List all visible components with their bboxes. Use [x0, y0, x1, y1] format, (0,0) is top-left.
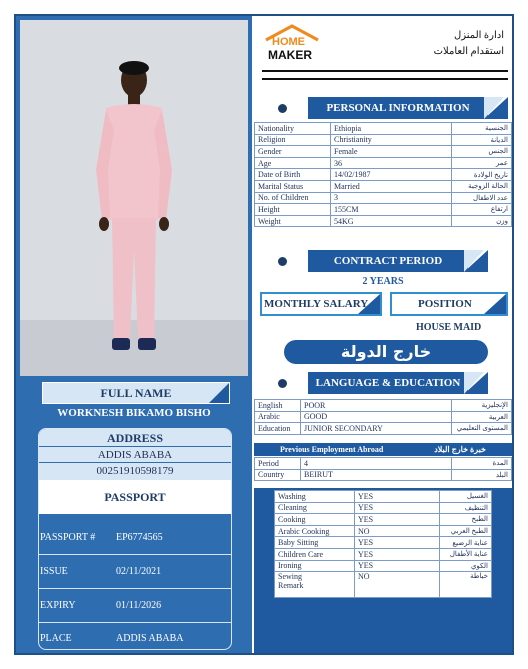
logo-maker: MAKER [268, 48, 312, 62]
passport-row [38, 589, 232, 623]
row-label-ar: الحالة الزوجية [452, 180, 512, 192]
corner-triangle-icon [464, 250, 488, 272]
position-box [390, 292, 508, 316]
remark-label: Remark [278, 581, 304, 591]
header-rule [262, 70, 508, 80]
previous-table [254, 457, 512, 481]
row-label-ar: عناية الأطفال [440, 548, 492, 560]
bullet-icon [278, 379, 287, 388]
row-label: English [255, 400, 301, 412]
row-label: Arabic [255, 411, 301, 423]
row-label: Education [255, 423, 301, 435]
row-value: BEIRUT [301, 469, 452, 481]
row-label: Height [255, 204, 331, 216]
row-label: Country [255, 469, 301, 481]
table-row [275, 491, 492, 503]
language-heading [254, 372, 512, 394]
row-label-ar: ارتفاع [452, 204, 512, 216]
previous-heading-ar: خبرة خارج البلاد [434, 445, 486, 454]
contract-value: 2 YEARS [362, 276, 404, 287]
table-row [255, 123, 512, 135]
row-label-ar: خياطة [440, 572, 492, 598]
row-label-ar: الغسيل [440, 491, 492, 503]
row-label: Marital Status [255, 180, 331, 192]
row-value: 4 [301, 458, 452, 470]
passport-row-value: ADDIS ABABA [116, 633, 184, 644]
corner-triangle-icon [464, 372, 488, 394]
row-value: YES [355, 548, 440, 560]
row-label-ar: وزن [452, 215, 512, 227]
personal-heading-label: PERSONAL INFORMATION [308, 97, 488, 119]
row-label-ar: الطبخ [440, 514, 492, 526]
row-value: Female [331, 146, 452, 158]
skills-table [274, 490, 492, 598]
row-label: Washing [275, 491, 355, 503]
row-label-ar: الديانة [452, 134, 512, 146]
row-value: YES [355, 491, 440, 503]
row-label-ar: عمر [452, 157, 512, 169]
table-row [255, 469, 512, 481]
passport-row-label: ISSUE [40, 566, 68, 577]
row-label-ar: الطبخ العربي [440, 525, 492, 537]
table-row [255, 423, 512, 435]
row-label-ar: الجنس [452, 146, 512, 158]
row-value: Christianity [331, 134, 452, 146]
row-label: Ironing [275, 560, 355, 572]
row-value: 3 [331, 192, 452, 204]
row-value: JUNIOR SECONDARY [301, 423, 452, 435]
row-label: Age [255, 157, 331, 169]
cv-frame [14, 14, 514, 655]
row-label-ar: تاريخ الولادة [452, 169, 512, 181]
passport-row-value: EP6774565 [116, 532, 163, 543]
salary-label: MONTHLY SALARY [264, 298, 369, 310]
row-label-ar: الجنسية [452, 123, 512, 135]
row-label-cell [275, 572, 355, 598]
row-label-ar: المستوى التعليمي [452, 423, 512, 435]
salary-box [260, 292, 382, 316]
position-value: HOUSE MAID [416, 322, 482, 333]
row-label: Weight [255, 215, 331, 227]
row-value: Married [331, 180, 452, 192]
left-column [16, 16, 252, 653]
row-label: Period [255, 458, 301, 470]
contract-heading-label: CONTRACT PERIOD [308, 250, 468, 272]
table-row [275, 514, 492, 526]
table-row [255, 204, 512, 216]
passport-label: PASSPORT [39, 480, 231, 514]
table-row [255, 134, 512, 146]
row-value: 155CM [331, 204, 452, 216]
person-illustration [20, 20, 248, 376]
row-value: GOOD [301, 411, 452, 423]
bullet-icon [278, 257, 287, 266]
row-label: Arabic Cooking [275, 525, 355, 537]
row-label-ar: الكوي [440, 560, 492, 572]
passport-row [38, 521, 232, 555]
contract-heading [254, 250, 512, 272]
table-row [255, 215, 512, 227]
row-label-ar: المدة [452, 458, 512, 470]
row-value: 14/02/1987 [331, 169, 452, 181]
row-value: NO [355, 525, 440, 537]
table-row [255, 400, 512, 412]
table-row [275, 560, 492, 572]
logo-header [254, 16, 512, 90]
full-name-label: FULL NAME [100, 386, 172, 400]
table-row [255, 169, 512, 181]
previous-heading-label: Previous Employment Abroad [280, 445, 384, 454]
passport-rows [38, 521, 232, 655]
passport-row [38, 555, 232, 589]
row-label: Religion [255, 134, 331, 146]
passport-row-label: PASSPORT # [40, 532, 96, 543]
candidate-photo [20, 20, 248, 376]
row-label: Baby Sitting [275, 537, 355, 549]
row-label: Cleaning [275, 502, 355, 514]
row-value: POOR [301, 400, 452, 412]
language-heading-label: LANGUAGE & EDUCATION [308, 372, 468, 394]
table-row [275, 537, 492, 549]
previous-heading [254, 443, 512, 456]
address-label: ADDRESS [39, 429, 231, 447]
corner-triangle-icon [358, 294, 380, 314]
row-label-ar: العربية [452, 411, 512, 423]
row-value: YES [355, 514, 440, 526]
table-row [255, 458, 512, 470]
row-label: Gender [255, 146, 331, 158]
logo [262, 24, 322, 64]
language-table [254, 399, 512, 435]
passport-row-value: 02/11/2021 [116, 566, 162, 577]
personal-heading [254, 97, 512, 119]
personal-table [254, 122, 512, 227]
abroad-banner: خارج الدولة [284, 340, 488, 364]
full-name-label-box [42, 382, 230, 404]
row-label: Sewing [278, 572, 302, 582]
table-row [275, 502, 492, 514]
table-row [255, 180, 512, 192]
row-value: YES [355, 502, 440, 514]
row-value: 36 [331, 157, 452, 169]
skills-panel [254, 488, 512, 653]
passport-row-label: PLACE [40, 633, 72, 644]
arabic-title-2: استقدام العاملات [433, 46, 504, 57]
row-value: Ethiopia [331, 123, 452, 135]
position-label: POSITION [418, 298, 472, 310]
corner-triangle-icon [484, 97, 508, 119]
row-label: Cooking [275, 514, 355, 526]
row-label-ar: عناية الرضيع [440, 537, 492, 549]
passport-row [38, 623, 232, 655]
row-value: YES [355, 560, 440, 572]
passport-row-value: 01/11/2026 [116, 600, 162, 611]
full-name-value: WORKNESH BIKAMO BISHO [57, 407, 211, 419]
table-row [275, 572, 492, 598]
row-label-ar: البلد [452, 469, 512, 481]
logo-home: HOME [272, 36, 305, 48]
table-row [275, 548, 492, 560]
arabic-title-1: ادارة المنزل [454, 30, 504, 41]
table-row [255, 146, 512, 158]
table-row [255, 157, 512, 169]
table-row [255, 411, 512, 423]
label-corner-triangle [209, 383, 229, 403]
address-value: ADDIS ABABA [39, 447, 231, 463]
row-label-ar: الإنجليزية [452, 400, 512, 412]
row-label-ar: التنظيف [440, 502, 492, 514]
corner-triangle-icon [484, 294, 506, 314]
right-column [254, 16, 512, 653]
table-row [255, 192, 512, 204]
phone-value: 00251910598179 [39, 463, 231, 480]
row-label: Nationality [255, 123, 331, 135]
bullet-icon [278, 104, 287, 113]
row-label: Date of Birth [255, 169, 331, 181]
row-value: YES [355, 537, 440, 549]
row-value: 54KG [331, 215, 452, 227]
passport-row-label: EXPIRY [40, 600, 76, 611]
row-label: No. of Children [255, 192, 331, 204]
table-row [275, 525, 492, 537]
row-label: Children Care [275, 548, 355, 560]
row-value: NO [355, 572, 440, 598]
row-label-ar: عدد الاطفال [452, 192, 512, 204]
